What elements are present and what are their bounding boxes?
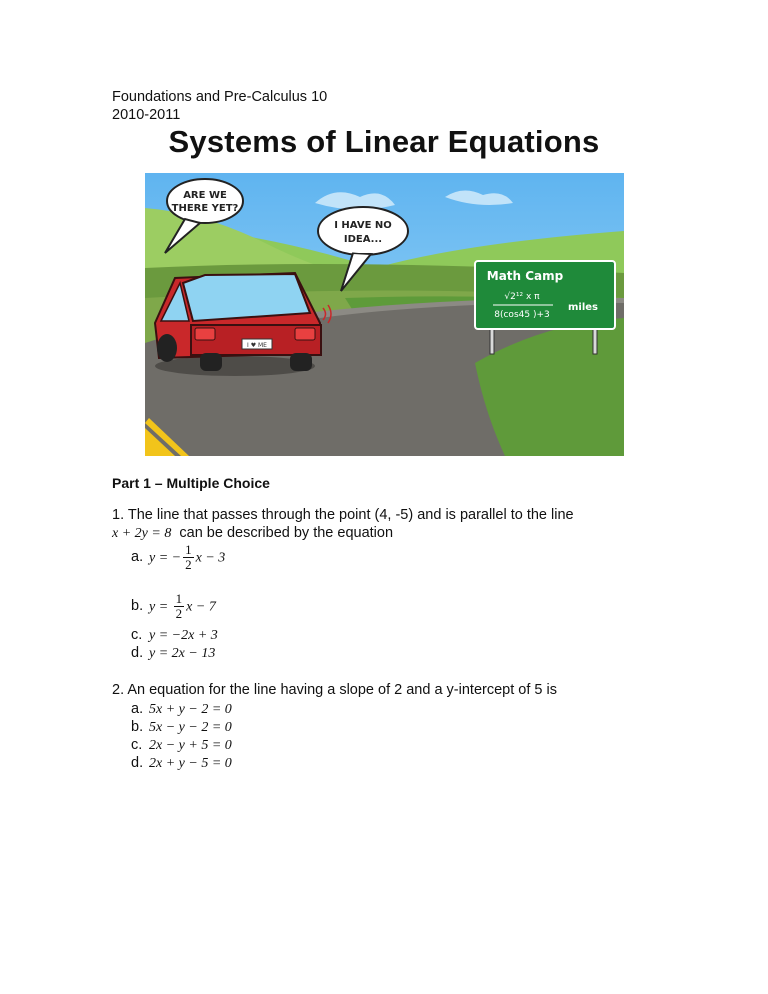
q2-option-a[interactable]: a. 5x + y − 2 = 0 bbox=[131, 701, 232, 717]
course-name: Foundations and Pre-Calculus 10 bbox=[112, 89, 328, 105]
svg-text:√2¹² x π: √2¹² x π bbox=[504, 292, 540, 302]
course-header bbox=[112, 88, 327, 124]
svg-text:IDEA...: IDEA... bbox=[343, 234, 383, 245]
q1-text2: can be described by the equation bbox=[179, 525, 394, 541]
question-1-line2 bbox=[112, 524, 393, 543]
q1-option-d[interactable]: d. y = 2x − 13 bbox=[131, 645, 216, 661]
math-camp-cartoon bbox=[145, 173, 624, 456]
svg-text:Math Camp: Math Camp bbox=[486, 269, 564, 283]
svg-text:8(cos45 )+3: 8(cos45 )+3 bbox=[494, 310, 550, 320]
q1-option-a[interactable]: a. y = − $\frac{1}{2}$ x − 3 bbox=[131, 542, 226, 572]
svg-text:I HAVE NO: I HAVE NO bbox=[334, 220, 392, 231]
q1-equation: x + 2y = 8 bbox=[112, 526, 172, 541]
svg-text:ARE WE: ARE WE bbox=[183, 190, 227, 201]
q1-option-b[interactable]: b. y = $\frac{1}{2}$ x − 7 bbox=[131, 591, 216, 621]
question-1-text: 1. The line that passes through the point (4, -5) and is parallel to the line bbox=[112, 507, 574, 523]
svg-text:miles: miles bbox=[567, 302, 599, 313]
page-title: Systems of Linear Equations bbox=[168, 124, 600, 159]
q2-option-b[interactable]: b. 5x − y − 2 = 0 bbox=[131, 719, 232, 735]
q2-option-c[interactable]: c. 2x − y + 5 = 0 bbox=[131, 737, 232, 753]
q1-option-c[interactable]: c. y = −2x + 3 bbox=[131, 627, 218, 643]
question-2-text: 2. An equation for the line having a slope of 2 and a y-intercept of 5 is bbox=[112, 682, 557, 698]
school-year: 2010-2011 bbox=[112, 107, 181, 123]
part1-heading: Part 1 – Multiple Choice bbox=[112, 475, 270, 491]
svg-text:THERE YET?: THERE YET? bbox=[171, 203, 239, 214]
svg-text:I ♥ ME: I ♥ ME bbox=[247, 342, 267, 349]
q2-option-d[interactable]: d. 2x + y − 5 = 0 bbox=[131, 755, 232, 771]
